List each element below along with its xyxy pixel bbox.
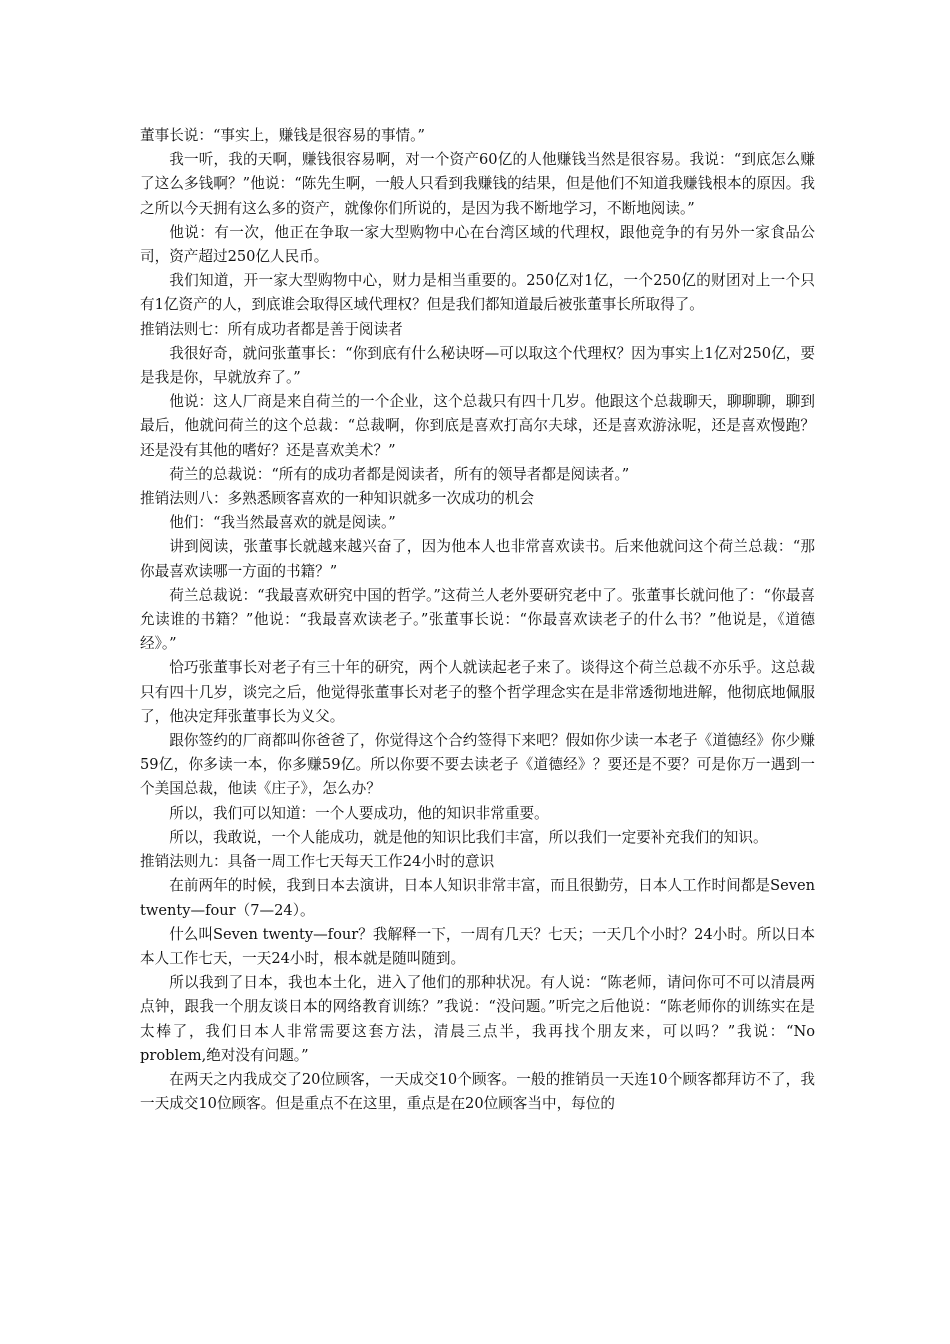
paragraph-6: 他说：这人厂商是来自荷兰的一个企业，这个总裁只有四十几岁。他跟这个总裁聊天，聊聊聊，聊到最后，他就问荷兰的这个总裁：“总裁啊，你到底是喜欢打高尔夫球，还是喜欢游泳呢，还是喜欢慢跑？还是没有其他的嗜好？还是喜欢美术？” (140, 393, 815, 459)
paragraph-9: 讲到阅读，张董事长就越来越兴奋了，因为他本人也非常喜欢读书。后来他就问这个荷兰总裁：“那你最喜欢读哪一方面的书籍？” (140, 538, 815, 580)
paragraph-4: 我们知道，开一家大型购物中心，财力是相当重要的。250亿对1亿，一个250亿的财团对上一个只有1亿资产的人，到底谁会取得区域代理权？但是我们都知道最后被张董事长所取得了。 (140, 272, 815, 314)
paragraph-12: 跟你签约的厂商都叫你爸爸了，你觉得这个合约签得下来吧？假如你少读一本老子《道德经》你少赚59亿，你多读一本，你多赚59亿。所以你要不要去读老子《道德经》？要还是不要？可是你万一遇到一个美国总裁，他读《庄子》，怎么办？ (140, 732, 815, 798)
section-heading-rule-7: 推销法则七：所有成功者都是善于阅读者 (140, 320, 403, 338)
paragraph-2: 我一听，我的天啊，赚钱很容易啊，对一个资产60亿的人他赚钱当然是很容易。我说：“到底怎么赚了这么多钱啊？”他说：“陈先生啊，一般人只看到我赚钱的结果，但是他们不知道我赚钱根本的原因。我之所以今天拥有这么多的资产，就像你们所说的，是因为我不断地学习，不断地阅读。” (140, 151, 815, 217)
paragraph-7: 荷兰的总裁说：“所有的成功者都是阅读者，所有的领导者都是阅读者。” (169, 465, 630, 483)
paragraph-16: 什么叫Seven twenty—four？我解释一下，一周有几天？七天；一天几个小时？24小时。所以日本本人工作七天，一天24小时，根本就是随叫随到。 (140, 925, 815, 967)
paragraph-5: 我很好奇，就问张董事长：“你到底有什么秘诀呀—可以取这个代理权？因为事实上1亿对250亿，要是我是你，早就放弃了。” (140, 344, 815, 387)
paragraph-15: 在前两年的时候，我到日本去演讲，日本人知识非常丰富，而且很勤劳，日本人工作时间都是Seven twenty—four（7—24）。 (140, 877, 815, 919)
paragraph-10: 荷兰总裁说：“我最喜欢研究中国的哲学。”这荷兰人老外要研究老中了。张董事长就问他了：“你最喜允读谁的书籍？”他说：“我最喜欢读老子。”张董事长说：“你最喜欢读老子的什么书？”他说是，《道德经》。” (140, 586, 815, 653)
section-heading-rule-8: 推销法则八：多熟悉顾客喜欢的一种知识就多一次成功的机会 (140, 490, 535, 508)
paragraph-17: 所以我到了日本，我也本土化，进入了他们的那种状况。有人说：“陈老师，请问你可不可以清晨两点钟，跟我一个朋友谈日本的网络教育训练？”我说：“没问题。”听完之后他说：“陈老师你的训练实在是太棒了，我们日本人非常需要这套方法，清晨三点半，我再找个朋友来，可以吗？”我说：“No problem,绝对没有问题。” (140, 974, 815, 1064)
paragraph-1: 董事长说：“事实上，赚钱是很容易的事情。” (140, 127, 425, 144)
section-heading-rule-9: 推销法则九：具备一周工作七天每天工作24小时的意识 (140, 853, 495, 871)
paragraph-18: 在两天之内我成交了20位顾客，一天成交10个顾客。一般的推销员一天连10个顾客都拜访不了，我一天成交10位顾客。但是重点不在这里，重点是在20位顾客当中，每位的 (140, 1070, 815, 1113)
paragraph-13: 所以，我们可以知道：一个人要成功，他的知识非常重要。 (169, 804, 549, 822)
paragraph-3: 他说：有一次，他正在争取一家大型购物中心在台湾区域的代理权，跟他竞争的有另外一家食品公司，资产超过250亿人民币。 (140, 223, 815, 266)
paragraph-8: 他们：“我当然最喜欢的就是阅读。” (169, 514, 396, 532)
document-body (140, 124, 815, 1116)
paragraph-11: 恰巧张董事长对老子有三十年的研究，两个人就读起老子来了。谈得这个荷兰总裁不亦乐乎。这总裁只有四十几岁，谈完之后，他觉得张董事长对老子的整个哲学理念实在是非常透彻地进解，他彻底地佩服了，他决定拜张董事长为义父。 (140, 659, 815, 725)
paragraph-14: 所以，我敢说，一个人能成功，就是他的知识比我们丰富，所以我们一定要补充我们的知识。 (169, 828, 768, 846)
